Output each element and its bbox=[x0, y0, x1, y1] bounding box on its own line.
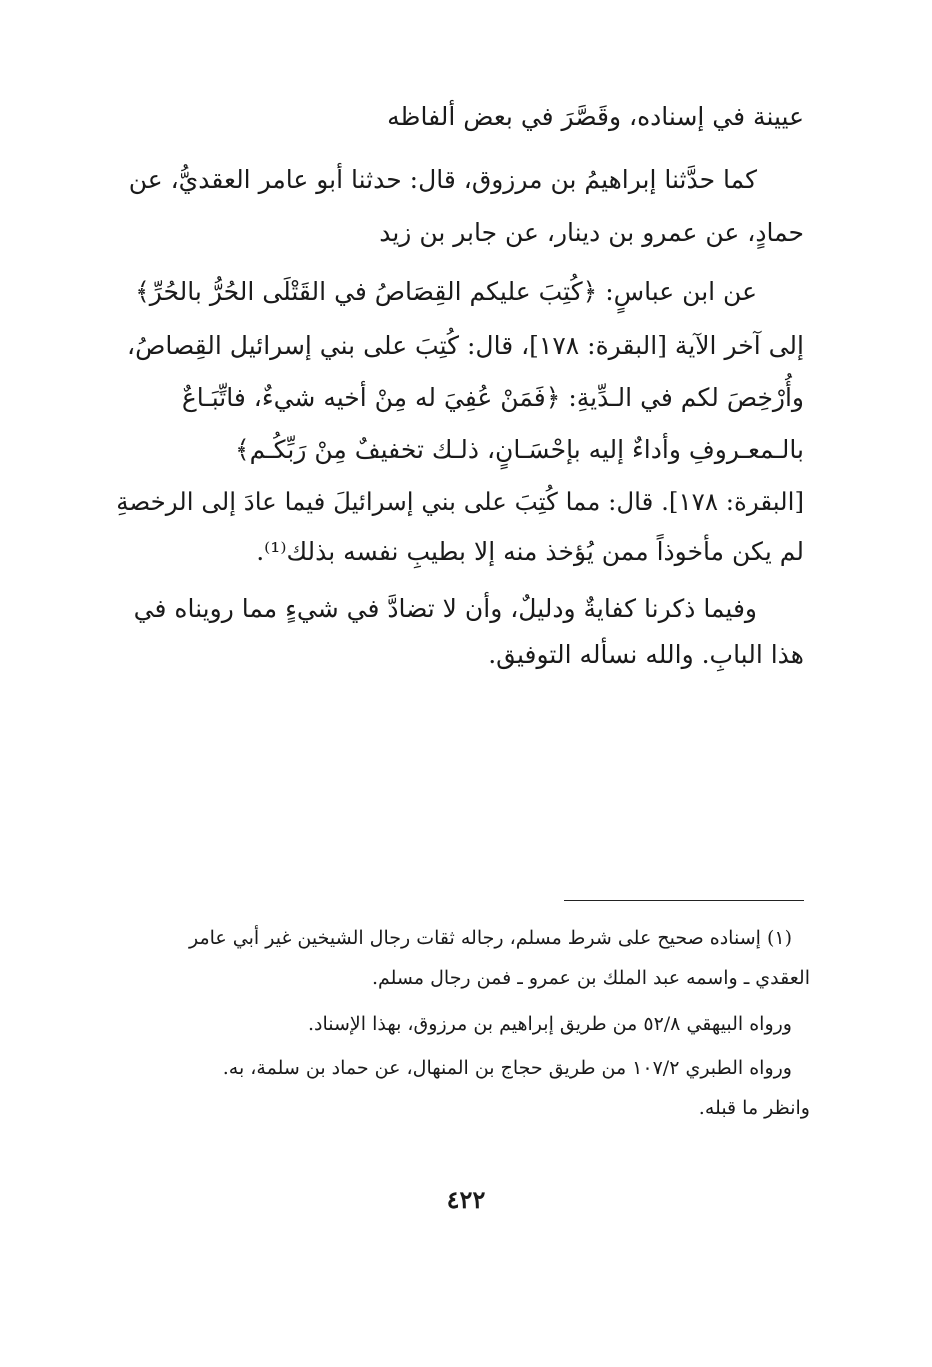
body-line-7: بالـمعـروفِ وأداءٌ إليه بإحْسَـانٍ، ذلـك تخفيفٌ مِنْ رَبِّكُـم﴾ bbox=[234, 435, 804, 464]
body-line-1: عيينة في إسناده، وقَصَّرَ في بعض ألفاظه bbox=[387, 102, 804, 131]
footnote-line-1: (١) إسناده صحيح على شرط مسلم، رجاله ثقات رجال الشيخين غير أبي عامر bbox=[188, 927, 792, 949]
page-number: ٤٢٢ bbox=[446, 1185, 486, 1214]
footnote-separator bbox=[564, 900, 804, 901]
body-line-8: [البقرة: ١٧٨]. قال: مما كُتِبَ على بني إسرائيلَ فيما عادَ إلى الرخصةِ bbox=[116, 487, 804, 516]
body-line-2: كما حدَّثنا إبراهيمُ بن مرزوق، قال: حدثنا أبو عامر العقديُّ، عن bbox=[128, 165, 757, 194]
footnote-line-4: ورواه الطبري ١٠٧/٢ من طريق حجاج بن المنهال، عن حماد بن سلمة، به. bbox=[222, 1057, 792, 1079]
footnote-line-5: وانظر ما قبله. bbox=[698, 1097, 810, 1119]
body-line-5: إلى آخر الآية [البقرة: ١٧٨]، قال: كُتِبَ على بني إسرائيل القِصاصُ، bbox=[127, 331, 804, 360]
body-line-3: حمادٍ، عن عمرو بن دينار، عن جابر بن زيد bbox=[379, 218, 804, 247]
body-line-10: وفيما ذكرنا كفايةٌ ودليلٌ، وأن لا تضادَّ في شيءٍ مما رويناه في bbox=[133, 594, 757, 623]
body-line-6: وأُرْخِصَ لكم في الـدِّيةِ: ﴿فَمَنْ عُفِيَ له مِنْ أخيه شيءٌ، فاتِّبَـاعٌ bbox=[181, 383, 804, 412]
footnote-line-3: ورواه البيهقي ٥٢/٨ من طريق إبراهيم بن مرزوق، بهذا الإسناد. bbox=[307, 1013, 792, 1035]
body-line-11: هذا البابِ. والله نسأله التوفيق. bbox=[488, 640, 804, 669]
body-line-9: لم يكن مأخوذاً ممن يُؤخذ منه إلا بطيبِ نفسه بذلك⁽¹⁾. bbox=[256, 537, 804, 566]
body-line-4: عن ابن عباسٍ: ﴿كُتِبَ عليكم القِصَاصُ في القَتْلَى الحُرُّ بالحُرِّ﴾ bbox=[135, 277, 757, 306]
footnote-line-2: العقدي ـ واسمه عبد الملك بن عمرو ـ فمن رجال مسلم. bbox=[371, 967, 810, 989]
